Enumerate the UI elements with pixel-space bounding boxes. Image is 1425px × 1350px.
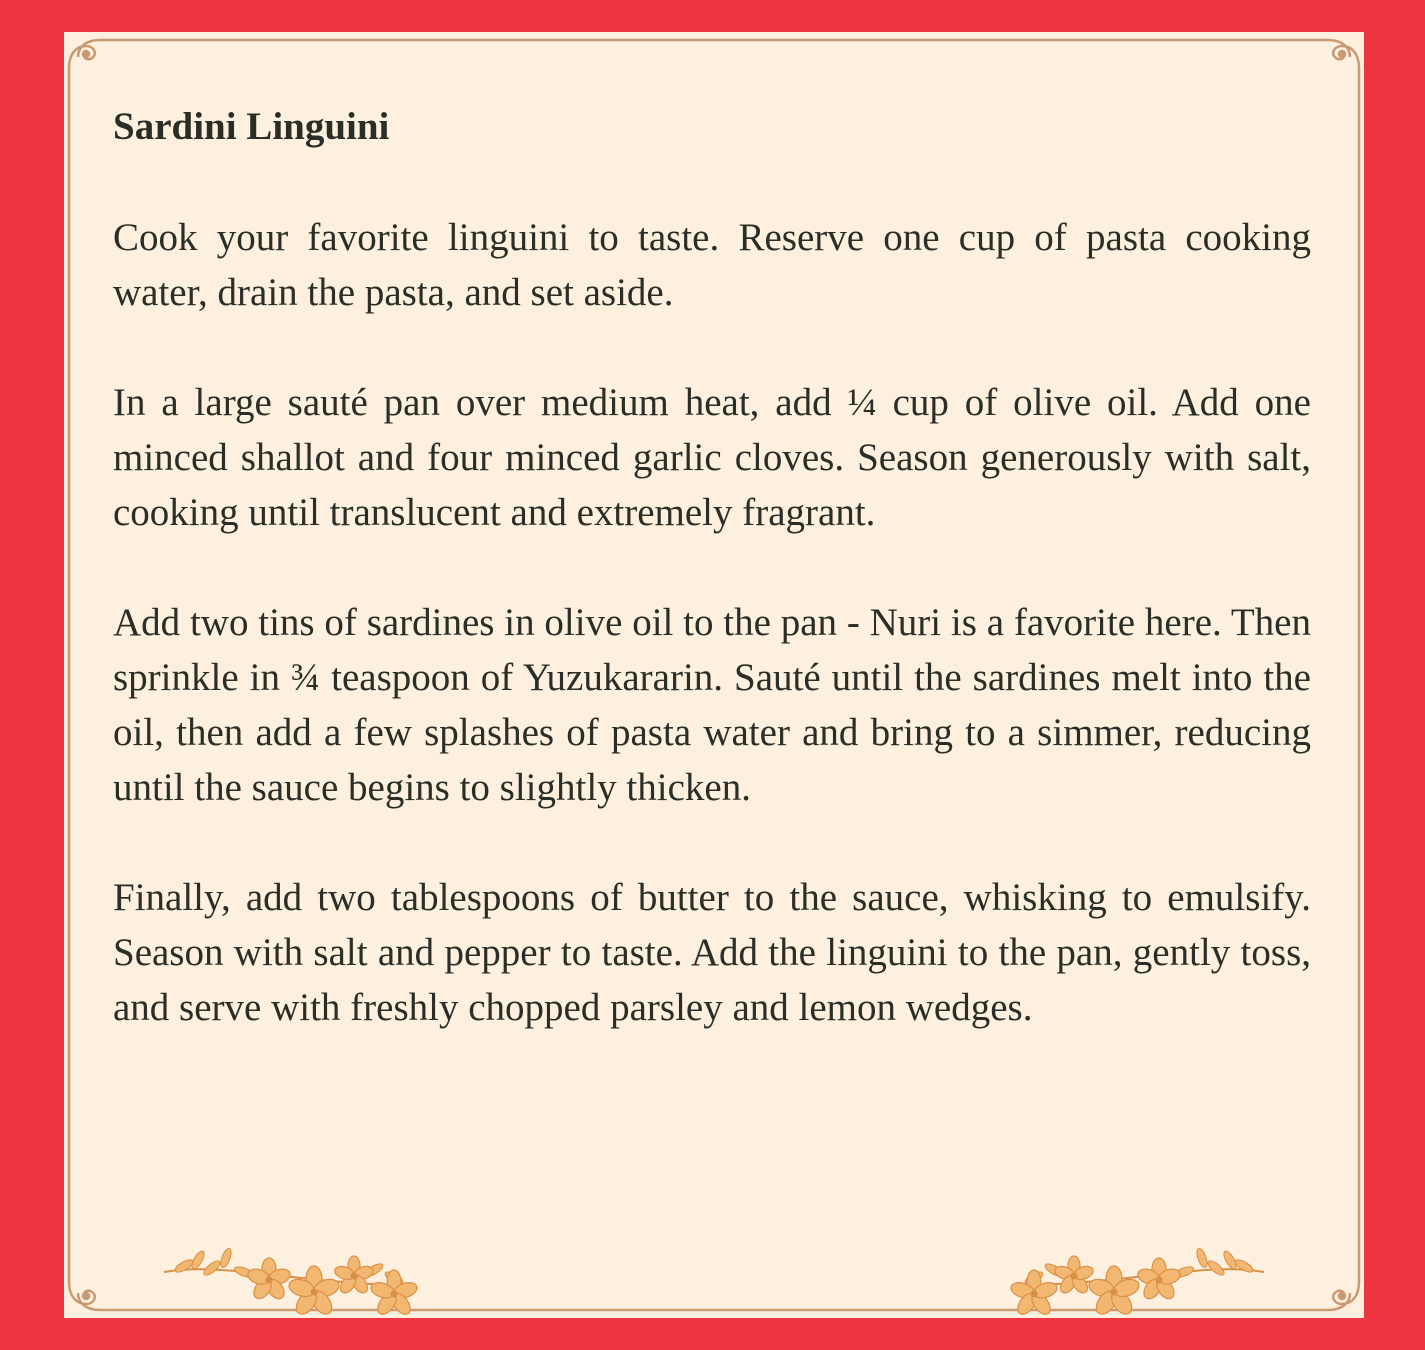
recipe-step-1: Cook your favorite linguini to taste. Reserve one cup of pasta cooking water, drain the pasta, and set aside. <box>113 216 1311 314</box>
recipe-step-3: Add two tins of sardines in olive oil to the pan - Nuri is a favorite here. Then sprinkle in ¾ teaspoon of Yuzukararin. Sauté until the sardines melt into the oil, then add a few splashes of pasta water and bring to a simmer, reducing until the sauce begins to slightly thicken. <box>113 601 1311 809</box>
corner-ornament-bottom-left-icon <box>69 1282 100 1310</box>
recipe-card <box>64 32 1364 1318</box>
corner-ornament-top-right-icon <box>1328 40 1359 68</box>
recipe-content <box>113 102 1311 1090</box>
recipe-step-4: Finally, add two tablespoons of butter to the sauce, whisking to emulsify. Season with salt and pepper to taste. Add the linguini to the pan, gently toss, and serve with freshly chopped parsley and lemon wedges. <box>113 876 1311 1029</box>
corner-ornament-top-left-icon <box>69 40 100 68</box>
corner-ornament-bottom-right-icon <box>1328 1282 1359 1310</box>
recipe-step-2: In a large sauté pan over medium heat, add ¼ cup of olive oil. Add one minced shallot and four minced garlic cloves. Season generously with salt, cooking until translucent and extremely fragrant. <box>113 381 1311 534</box>
floral-spray-right-icon <box>1009 1247 1264 1318</box>
recipe-title: Sardini Linguini <box>113 105 390 148</box>
floral-spray-left-icon <box>164 1247 419 1318</box>
